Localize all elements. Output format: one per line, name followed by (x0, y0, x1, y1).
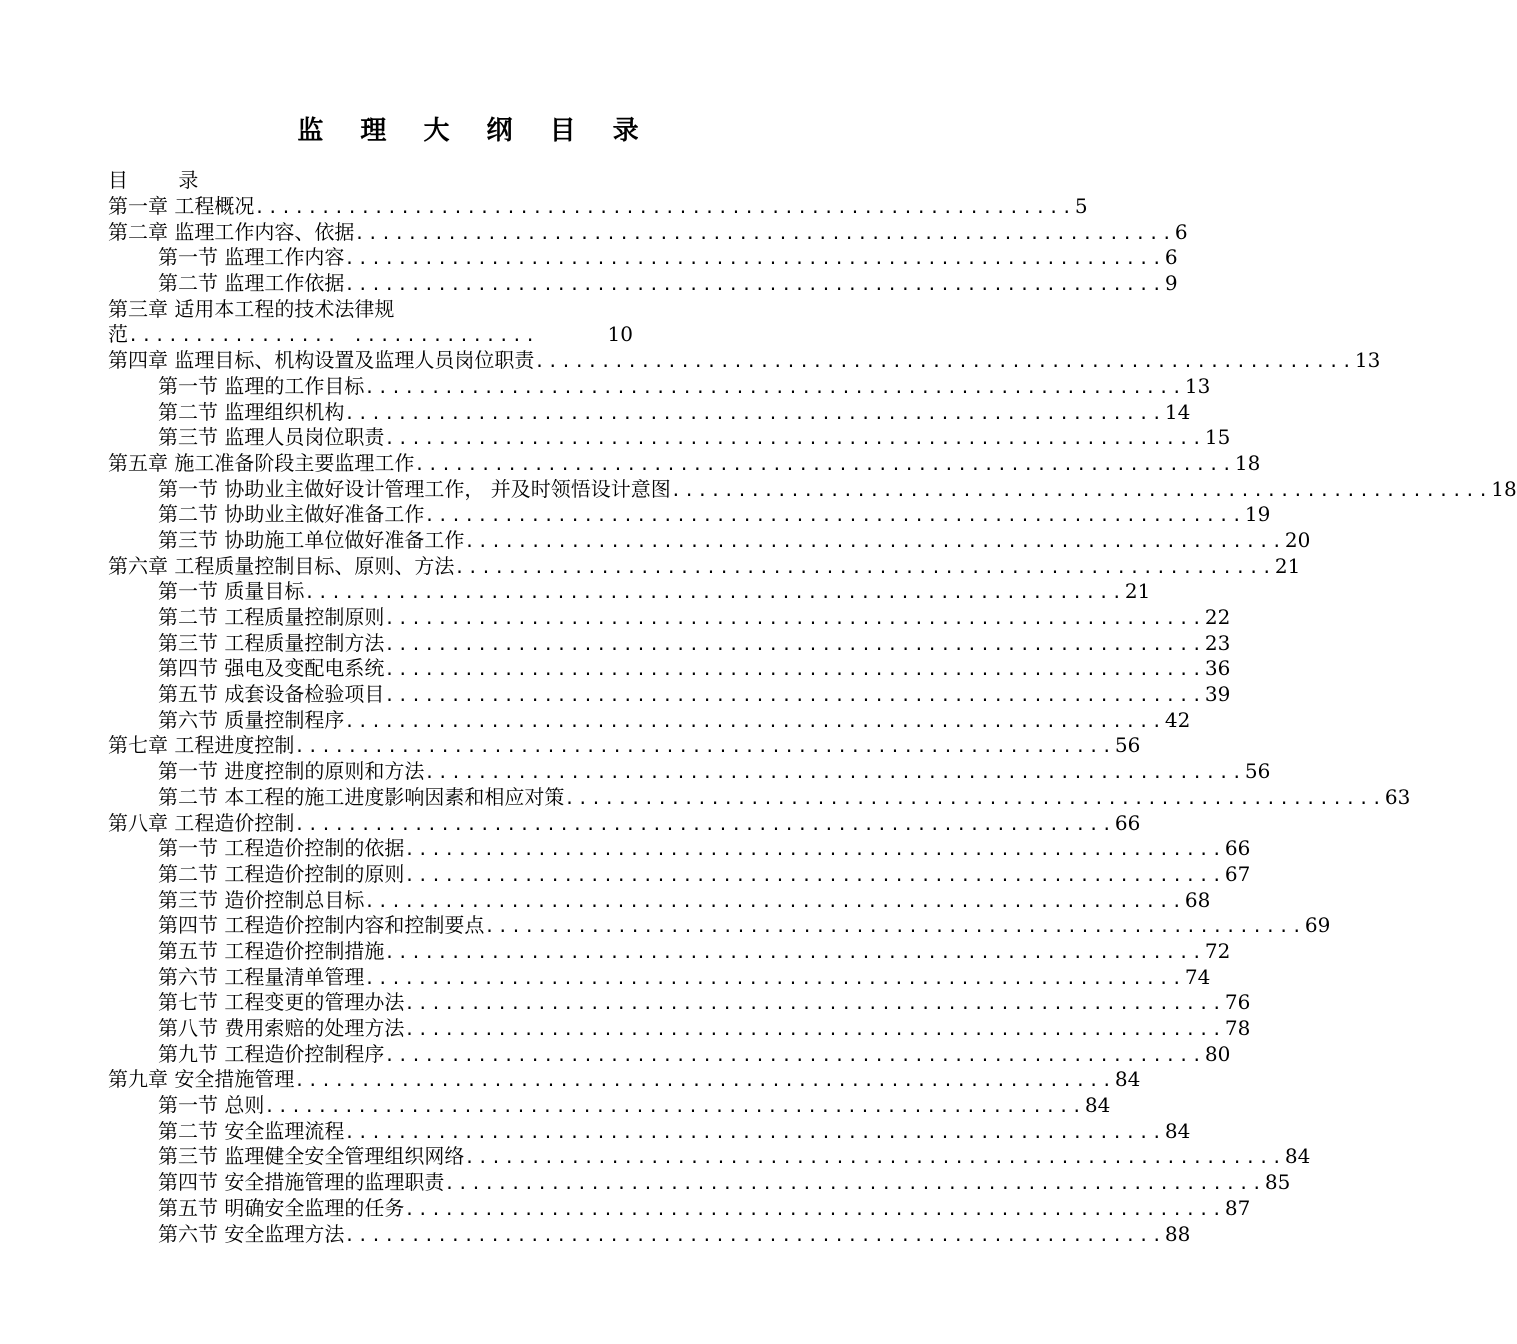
toc-entry[interactable]: 第七章 工程进度控制 .............................................................. 56 (108, 733, 1141, 758)
toc-entry[interactable]: 第八节 费用索赔的处理方法 .............................................................. 78 (158, 1016, 1251, 1040)
toc-entry[interactable]: 第三节 协助施工单位做好准备工作 .............................................................. 20 (158, 527, 1311, 552)
toc-entry[interactable]: 第三节 监理健全安全管理组织网络 .............................................................. 84 (158, 1144, 1311, 1169)
toc-entry[interactable]: 第四节 安全措施管理的监理职责 .............................................................. 85 (158, 1170, 1291, 1195)
toc-entry[interactable]: 第五节 成套设备检验项目 .............................................................. 39 (158, 682, 1231, 707)
toc-entry[interactable]: 第一章 工程概况 .............................................................. 5 (108, 194, 1088, 218)
toc-entry[interactable]: 第二节 监理工作依据 .............................................................. 9 (158, 271, 1178, 296)
toc-entry[interactable]: 第四章 监理目标、机构设置及监理人员岗位职责 .............................................................. 13 (108, 348, 1381, 373)
toc-entry[interactable]: 范 ................ .............. 10 (108, 322, 633, 347)
toc-entry[interactable]: 第一节 总则 .............................................................. 84 (158, 1093, 1111, 1118)
toc-entry[interactable]: 第五节 工程造价控制措施 .............................................................. 72 (158, 938, 1231, 963)
toc-entry[interactable]: 第六章 工程质量控制目标、原则、方法 .............................................................. 21 (108, 553, 1301, 578)
toc-entry[interactable]: 第二章 监理工作内容、依据 .............................................................. 6 (108, 219, 1188, 244)
toc-heading: 目 录 (108, 168, 221, 192)
toc-entry[interactable]: 第三章 适用本工程的技术法律规 (108, 296, 395, 321)
toc-entry[interactable]: 第二节 工程造价控制的原则 .............................................................. 67 (158, 861, 1251, 886)
toc-entry[interactable]: 第二节 协助业主做好准备工作 .............................................................. 19 (158, 502, 1271, 527)
toc-entry[interactable]: 第四节 强电及变配电系统 .............................................................. 36 (158, 656, 1231, 681)
toc-entry[interactable]: 第六节 质量控制程序 .............................................................. 42 (158, 707, 1191, 732)
table-of-contents (0, 194, 1517, 1247)
toc-entry[interactable]: 第五节 明确安全监理的任务 .............................................................. 87 (158, 1195, 1251, 1220)
toc-entry[interactable]: 第二节 本工程的施工进度影响因素和相应对策 .............................................................. 63 (158, 784, 1411, 809)
toc-entry[interactable]: 第七节 工程变更的管理办法 .............................................................. 76 (158, 990, 1251, 1015)
toc-entry[interactable]: 第三节 造价控制总目标 .............................................................. 68 (158, 887, 1211, 912)
toc-entry[interactable]: 第二节 监理组织机构 .............................................................. 14 (158, 399, 1191, 424)
toc-entry[interactable]: 第一节 监理工作内容 .............................................................. 6 (158, 245, 1178, 270)
toc-entry[interactable]: 第一节 工程造价控制的依据 .............................................................. 66 (158, 836, 1251, 861)
toc-entry[interactable]: 第二节 安全监理流程 .............................................................. 84 (158, 1118, 1191, 1143)
toc-entry[interactable]: 第六节 工程量清单管理 .............................................................. 74 (158, 964, 1211, 989)
toc-entry[interactable]: 第九章 安全措施管理 .............................................................. 84 (108, 1067, 1141, 1092)
toc-entry[interactable]: 第一节 协助业主做好设计管理工作， 并及时领悟设计意图 .............................................................. 18 (158, 476, 1517, 501)
toc-entry[interactable]: 第二节 工程质量控制原则 .............................................................. 22 (158, 605, 1231, 629)
toc-entry[interactable]: 第三节 监理人员岗位职责 .............................................................. 15 (158, 425, 1231, 450)
toc-entry[interactable]: 第九节 工程造价控制程序 .............................................................. 80 (158, 1041, 1231, 1066)
toc-entry[interactable]: 第四节 工程造价控制内容和控制要点 .............................................................. 69 (158, 913, 1331, 938)
toc-entry[interactable]: 第六节 安全监理方法 .............................................................. 88 (158, 1221, 1191, 1246)
toc-entry[interactable]: 第一节 监理的工作目标 .............................................................. 13 (158, 373, 1211, 398)
toc-entry[interactable]: 第五章 施工准备阶段主要监理工作 .............................................................. 18 (108, 450, 1261, 475)
toc-entry[interactable]: 第八章 工程造价控制 .............................................................. 66 (108, 810, 1141, 835)
toc-entry[interactable]: 第一节 质量目标 .............................................................. 21 (158, 579, 1151, 604)
toc-entry[interactable]: 第一节 进度控制的原则和方法 .............................................................. 56 (158, 759, 1271, 784)
document-title: 监 理 大 纲 目 录 (297, 116, 653, 146)
toc-entry[interactable]: 第三节 工程质量控制方法 .............................................................. 23 (158, 630, 1231, 655)
